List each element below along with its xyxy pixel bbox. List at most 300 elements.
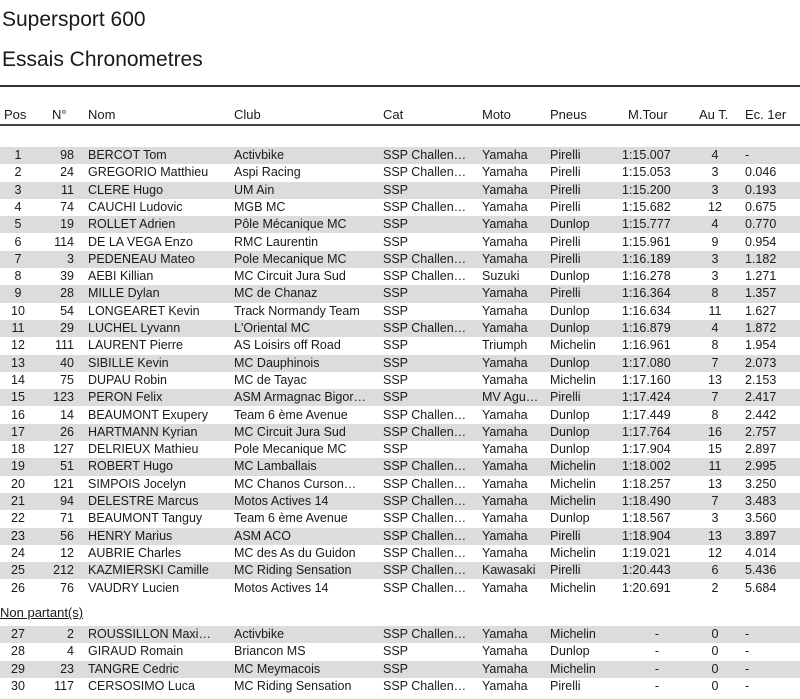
cell-club: MC Lamballais bbox=[234, 459, 317, 474]
cell-pneus: Dunlop bbox=[550, 442, 590, 457]
cell-pos: 18 bbox=[11, 442, 25, 457]
cell-nom: DELRIEUX Mathieu bbox=[88, 442, 199, 457]
cell-num: 54 bbox=[60, 303, 74, 318]
table-row bbox=[0, 476, 800, 493]
cell-tour: 1:15.200 bbox=[622, 182, 671, 197]
cell-pos: 28 bbox=[11, 644, 25, 659]
cell-tour: 1:17.160 bbox=[622, 372, 671, 387]
cell-nom: HARTMANN Kyrian bbox=[88, 424, 198, 439]
table-row bbox=[0, 337, 800, 354]
cell-club: Motos Actives 14 bbox=[234, 580, 329, 595]
cell-num: 40 bbox=[60, 355, 74, 370]
cell-club: UM Ain bbox=[234, 182, 275, 197]
cell-pos: 6 bbox=[14, 234, 22, 249]
cell-aut: 12 bbox=[708, 199, 722, 214]
cell-pos: 23 bbox=[11, 528, 25, 543]
cell-aut: 3 bbox=[711, 269, 719, 284]
cell-club: MC Meymacois bbox=[234, 661, 321, 676]
cell-ec: 5.436 bbox=[745, 563, 777, 578]
cell-cat: SSP Challen… bbox=[383, 494, 467, 508]
cell-pos: 29 bbox=[11, 661, 25, 676]
cell-ec: 1.872 bbox=[745, 321, 777, 335]
cell-ec: 2.153 bbox=[745, 372, 777, 387]
cell-pos: 4 bbox=[14, 199, 22, 214]
cell-aut: 3 bbox=[711, 165, 719, 180]
cell-ec: 1.182 bbox=[745, 251, 777, 266]
cell-pos: 9 bbox=[14, 286, 22, 301]
cell-pneus: Pirelli bbox=[550, 286, 581, 301]
cell-tour: 1:20.443 bbox=[622, 563, 671, 578]
cell-pneus: Dunlop bbox=[550, 303, 590, 318]
cell-moto: Yamaha bbox=[482, 165, 528, 180]
cell-nom: KAZMIERSKI Camille bbox=[88, 563, 209, 578]
table-row bbox=[0, 678, 800, 695]
cell-cat: SSP Challen… bbox=[383, 321, 467, 335]
table-row bbox=[0, 303, 800, 320]
cell-moto: Yamaha bbox=[482, 661, 528, 676]
cell-club: MC Riding Sensation bbox=[234, 563, 352, 578]
cell-cat: SSP bbox=[383, 390, 409, 405]
table-header bbox=[0, 107, 800, 124]
cell-num: 4 bbox=[67, 644, 74, 659]
cell-tour: 1:15.777 bbox=[622, 217, 671, 232]
cell-tour: 1:15.007 bbox=[622, 148, 671, 162]
cell-pneus: Michelin bbox=[550, 372, 596, 387]
table-row bbox=[0, 545, 800, 562]
cell-nom: BEAUMONT Exupery bbox=[88, 407, 208, 422]
cell-club: MGB MC bbox=[234, 199, 286, 214]
cell-pos: 30 bbox=[11, 678, 25, 693]
cell-moto: Yamaha bbox=[482, 528, 528, 543]
cell-tour: - bbox=[654, 627, 660, 641]
cell-num: 26 bbox=[60, 424, 74, 439]
cell-moto: Yamaha bbox=[482, 372, 528, 387]
cell-pos: 19 bbox=[11, 459, 25, 474]
cell-club: Aspi Racing bbox=[234, 165, 301, 180]
cell-num: 111 bbox=[54, 338, 74, 353]
cell-tour: 1:17.424 bbox=[622, 390, 671, 405]
cell-nom: VAUDRY Lucien bbox=[88, 580, 180, 595]
cell-ec: 4.014 bbox=[745, 545, 777, 560]
cell-tour: 1:16.189 bbox=[622, 251, 671, 266]
cell-nom: AUBRIE Charles bbox=[88, 545, 182, 560]
cell-cat: SSP Challen… bbox=[383, 424, 467, 439]
cell-num: 127 bbox=[53, 442, 74, 457]
cell-pneus: Pirelli bbox=[550, 390, 581, 405]
header-divider bbox=[0, 124, 800, 126]
cell-club: RMC Laurentin bbox=[234, 234, 319, 249]
cell-pneus: Dunlop bbox=[550, 644, 590, 659]
cell-pneus: Dunlop bbox=[550, 511, 590, 526]
cell-num: 51 bbox=[60, 459, 74, 474]
cell-pneus: Pirelli bbox=[550, 563, 581, 578]
cell-aut: 8 bbox=[711, 407, 719, 422]
cell-pneus: Pirelli bbox=[550, 182, 581, 197]
cell-moto: Yamaha bbox=[482, 476, 528, 491]
cell-tour: 1:20.691 bbox=[622, 580, 671, 595]
cell-pos: 3 bbox=[14, 182, 22, 197]
cell-pneus: Michelin bbox=[550, 627, 596, 641]
cell-pneus: Dunlop bbox=[550, 355, 590, 370]
cell-tour: 1:17.764 bbox=[622, 424, 671, 439]
table-row bbox=[0, 355, 800, 372]
cell-nom: CAUCHI Ludovic bbox=[88, 199, 183, 214]
cell-num: 3 bbox=[67, 251, 74, 266]
table-row bbox=[0, 528, 800, 545]
col-header-aut: Au T. bbox=[699, 107, 729, 122]
cell-cat: SSP bbox=[383, 661, 409, 676]
cell-pneus: Pirelli bbox=[550, 251, 581, 266]
cell-club: Motos Actives 14 bbox=[234, 494, 329, 508]
cell-tour: 1:15.053 bbox=[622, 165, 671, 180]
cell-nom: PERON Felix bbox=[88, 390, 163, 405]
cell-cat: SSP Challen… bbox=[383, 627, 467, 641]
cell-num: 23 bbox=[60, 661, 74, 676]
cell-moto: Yamaha bbox=[482, 644, 528, 659]
cell-ec: 2.073 bbox=[745, 355, 777, 370]
cell-pos: 22 bbox=[11, 511, 25, 526]
cell-nom: BEAUMONT Tanguy bbox=[88, 511, 203, 526]
cell-pos: 27 bbox=[11, 627, 25, 641]
table-row bbox=[0, 441, 800, 458]
cell-ec: 2.897 bbox=[745, 442, 777, 457]
cell-aut: 13 bbox=[708, 372, 722, 387]
table-row bbox=[0, 199, 800, 216]
cell-cat: SSP Challen… bbox=[383, 269, 467, 284]
cell-moto: Yamaha bbox=[482, 286, 528, 301]
cell-pos: 14 bbox=[11, 372, 25, 387]
cell-aut: 4 bbox=[711, 321, 719, 335]
table-row bbox=[0, 216, 800, 233]
cell-club: MC Dauphinois bbox=[234, 355, 320, 370]
table-row bbox=[0, 458, 800, 475]
cell-moto: Yamaha bbox=[482, 321, 528, 335]
cell-num: 24 bbox=[60, 165, 74, 180]
cell-aut: 3 bbox=[711, 511, 719, 526]
cell-pos: 24 bbox=[11, 545, 25, 560]
cell-pneus: Pirelli bbox=[550, 234, 581, 249]
cell-moto: MV Agu… bbox=[482, 390, 539, 405]
cell-ec: - bbox=[745, 644, 750, 659]
cell-pneus: Pirelli bbox=[550, 148, 581, 162]
cell-pneus: Michelin bbox=[550, 545, 596, 560]
cell-nom: ROBERT Hugo bbox=[88, 459, 173, 474]
cell-aut: 0 bbox=[711, 627, 719, 641]
cell-cat: SSP bbox=[383, 338, 409, 353]
cell-tour: - bbox=[654, 661, 660, 676]
cell-nom: HENRY Marius bbox=[88, 528, 173, 543]
cell-nom: LONGEARET Kevin bbox=[88, 303, 200, 318]
cell-nom: DELESTRE Marcus bbox=[88, 494, 199, 508]
table-row bbox=[0, 493, 800, 510]
cell-club: MC des As du Guidon bbox=[234, 545, 356, 560]
cell-pos: 26 bbox=[11, 580, 25, 595]
cell-moto: Yamaha bbox=[482, 407, 528, 422]
cell-tour: 1:15.961 bbox=[622, 234, 671, 249]
cell-nom: CERSOSIMO Luca bbox=[88, 678, 195, 693]
cell-aut: 12 bbox=[708, 545, 722, 560]
cell-pneus: Pirelli bbox=[550, 165, 581, 180]
cell-club: MC de Chanaz bbox=[234, 286, 318, 301]
cell-ec: - bbox=[745, 661, 750, 676]
cell-moto: Yamaha bbox=[482, 511, 528, 526]
cell-cat: SSP Challen… bbox=[383, 165, 467, 180]
cell-num: 71 bbox=[60, 511, 74, 526]
cell-ec: 2.757 bbox=[745, 424, 777, 439]
cell-cat: SSP bbox=[383, 355, 409, 370]
cell-aut: 7 bbox=[711, 355, 719, 370]
cell-nom: LAURENT Pierre bbox=[88, 338, 183, 353]
cell-moto: Yamaha bbox=[482, 217, 528, 232]
cell-cat: SSP Challen… bbox=[383, 511, 467, 526]
table-row bbox=[0, 147, 800, 164]
col-header-pos: Pos bbox=[4, 107, 27, 122]
cell-num: 2 bbox=[67, 627, 74, 641]
cell-ec: - bbox=[745, 148, 750, 162]
cell-aut: 15 bbox=[708, 442, 722, 457]
table-row bbox=[0, 661, 800, 678]
cell-tour: 1:15.682 bbox=[622, 199, 671, 214]
cell-pos: 25 bbox=[11, 563, 25, 578]
cell-aut: 7 bbox=[711, 390, 719, 405]
cell-aut: 4 bbox=[711, 217, 719, 232]
cell-aut: 3 bbox=[711, 182, 719, 197]
cell-cat: SSP bbox=[383, 182, 409, 197]
cell-tour: 1:17.449 bbox=[622, 407, 671, 422]
cell-moto: Yamaha bbox=[482, 442, 528, 457]
cell-pos: 5 bbox=[14, 217, 22, 232]
cell-ec: 5.684 bbox=[745, 580, 777, 595]
cell-moto: Yamaha bbox=[482, 303, 528, 318]
table-row bbox=[0, 372, 800, 389]
cell-nom: GREGORIO Matthieu bbox=[88, 165, 209, 180]
cell-moto: Yamaha bbox=[482, 355, 528, 370]
cell-aut: 3 bbox=[711, 251, 719, 266]
cell-cat: SSP Challen… bbox=[383, 407, 467, 422]
cell-num: 56 bbox=[60, 528, 74, 543]
cell-club: Pole Mecanique MC bbox=[234, 251, 347, 266]
cell-club: MC Circuit Jura Sud bbox=[234, 269, 346, 284]
cell-pneus: Michelin bbox=[550, 494, 596, 508]
cell-aut: 0 bbox=[711, 661, 719, 676]
cell-moto: Kawasaki bbox=[482, 563, 536, 578]
cell-club: Activbike bbox=[234, 148, 285, 162]
cell-tour: 1:19.021 bbox=[622, 545, 671, 560]
cell-club: MC Riding Sensation bbox=[234, 678, 352, 693]
cell-pos: 11 bbox=[11, 321, 25, 335]
cell-num: 74 bbox=[60, 199, 74, 214]
cell-tour: - bbox=[654, 644, 660, 659]
table-row bbox=[0, 626, 800, 643]
cell-club: AS Loisirs off Road bbox=[234, 338, 341, 353]
cell-cat: SSP bbox=[383, 286, 409, 301]
cell-tour: 1:16.278 bbox=[622, 269, 671, 284]
cell-nom: MILLE Dylan bbox=[88, 286, 160, 301]
cell-moto: Yamaha bbox=[482, 459, 528, 474]
cell-pos: 10 bbox=[11, 303, 25, 318]
cell-num: 19 bbox=[60, 217, 74, 232]
cell-num: 94 bbox=[60, 494, 74, 508]
cell-tour: 1:16.961 bbox=[622, 338, 671, 353]
cell-ec: 2.442 bbox=[745, 407, 777, 422]
cell-moto: Yamaha bbox=[482, 182, 528, 197]
table-row bbox=[0, 164, 800, 181]
col-header-tour: M.Tour bbox=[628, 107, 668, 122]
cell-aut: 6 bbox=[711, 563, 719, 578]
cell-pos: 7 bbox=[14, 251, 22, 266]
cell-aut: 13 bbox=[708, 476, 722, 491]
cell-moto: Yamaha bbox=[482, 580, 528, 595]
cell-cat: SSP bbox=[383, 217, 409, 232]
cell-aut: 0 bbox=[711, 644, 719, 659]
cell-moto: Yamaha bbox=[482, 251, 528, 266]
cell-aut: 11 bbox=[708, 459, 722, 474]
cell-cat: SSP Challen… bbox=[383, 580, 467, 595]
table-row bbox=[0, 234, 800, 251]
cell-club: Team 6 ème Avenue bbox=[234, 407, 348, 422]
cell-club: Track Normandy Team bbox=[234, 303, 360, 318]
cell-aut: 9 bbox=[711, 234, 719, 249]
cell-pos: 12 bbox=[11, 338, 25, 353]
cell-tour: 1:16.634 bbox=[622, 303, 671, 318]
table-row bbox=[0, 643, 800, 660]
cell-club: Activbike bbox=[234, 627, 285, 641]
table-row bbox=[0, 285, 800, 302]
cell-pneus: Michelin bbox=[550, 338, 596, 353]
cell-aut: 8 bbox=[711, 338, 719, 353]
cell-ec: 1.357 bbox=[745, 286, 777, 301]
table-row bbox=[0, 268, 800, 285]
cell-moto: Yamaha bbox=[482, 545, 528, 560]
cell-cat: SSP Challen… bbox=[383, 678, 467, 693]
cell-aut: 8 bbox=[711, 286, 719, 301]
title-divider bbox=[0, 85, 800, 87]
cell-pneus: Dunlop bbox=[550, 424, 590, 439]
cell-num: 121 bbox=[53, 476, 74, 491]
cell-tour: 1:17.904 bbox=[622, 442, 671, 457]
cell-pos: 15 bbox=[11, 390, 25, 405]
cell-ec: 2.417 bbox=[745, 390, 777, 405]
cell-moto: Triumph bbox=[482, 338, 528, 353]
cell-ec: 0.046 bbox=[745, 165, 777, 180]
cell-club: Briancon MS bbox=[234, 644, 306, 659]
cell-num: 117 bbox=[54, 678, 74, 693]
table-row bbox=[0, 251, 800, 268]
cell-pos: 2 bbox=[14, 165, 22, 180]
table-row bbox=[0, 510, 800, 527]
cell-ec: 0.954 bbox=[745, 234, 777, 249]
cell-tour: 1:18.904 bbox=[622, 528, 671, 543]
cell-aut: 16 bbox=[708, 424, 722, 439]
col-header-club: Club bbox=[234, 107, 261, 122]
cell-aut: 13 bbox=[708, 528, 722, 543]
col-header-ec: Ec. 1er bbox=[745, 107, 787, 122]
cell-tour: 1:16.364 bbox=[622, 286, 671, 301]
cell-pneus: Michelin bbox=[550, 459, 596, 474]
cell-ec: 2.995 bbox=[745, 459, 777, 474]
cell-tour: 1:18.257 bbox=[622, 476, 671, 491]
cell-aut: 7 bbox=[711, 494, 719, 508]
cell-pneus: Michelin bbox=[550, 580, 596, 595]
cell-num: 76 bbox=[60, 580, 74, 595]
cell-num: 14 bbox=[60, 407, 74, 422]
cell-cat: SSP bbox=[383, 372, 409, 387]
cell-pneus: Pirelli bbox=[550, 199, 581, 214]
cell-cat: SSP Challen… bbox=[383, 199, 467, 214]
cell-pos: 16 bbox=[11, 407, 25, 422]
cell-club: Pole Mecanique MC bbox=[234, 442, 347, 457]
cell-nom: ROUSSILLON Maxi… bbox=[88, 627, 211, 641]
cell-cat: SSP bbox=[383, 442, 409, 457]
table-row bbox=[0, 562, 800, 579]
cell-ec: 3.560 bbox=[745, 511, 777, 526]
cell-ec: 3.897 bbox=[745, 528, 777, 543]
cell-tour: 1:17.080 bbox=[622, 355, 671, 370]
cell-pos: 8 bbox=[14, 269, 22, 284]
cell-club: MC de Tayac bbox=[234, 372, 307, 387]
cell-num: 29 bbox=[60, 321, 74, 335]
cell-club: L'Oriental MC bbox=[234, 321, 311, 335]
non-partants-label: Non partant(s) bbox=[0, 605, 84, 620]
cell-moto: Yamaha bbox=[482, 678, 528, 693]
cell-nom: LUCHEL Lyvann bbox=[88, 321, 181, 335]
cell-cat: SSP Challen… bbox=[383, 476, 467, 491]
cell-nom: SIMPOIS Jocelyn bbox=[88, 476, 186, 491]
col-header-cat: Cat bbox=[383, 107, 404, 122]
cell-ec: - bbox=[745, 627, 750, 641]
cell-aut: 2 bbox=[711, 580, 719, 595]
cell-pneus: Dunlop bbox=[550, 269, 590, 284]
cell-pneus: Dunlop bbox=[550, 321, 590, 335]
cell-nom: SIBILLE Kevin bbox=[88, 355, 169, 370]
cell-nom: DE LA VEGA Enzo bbox=[88, 234, 193, 249]
cell-pos: 1 bbox=[14, 148, 22, 162]
cell-pos: 20 bbox=[11, 476, 25, 491]
cell-nom: ROLLET Adrien bbox=[88, 217, 176, 232]
cell-ec: 0.193 bbox=[745, 182, 777, 197]
cell-nom: DUPAU Robin bbox=[88, 372, 167, 387]
cell-moto: Suzuki bbox=[482, 269, 520, 284]
cell-cat: SSP bbox=[383, 644, 409, 659]
cell-moto: Yamaha bbox=[482, 199, 528, 214]
cell-club: Team 6 ème Avenue bbox=[234, 511, 348, 526]
cell-nom: CLERE Hugo bbox=[88, 182, 164, 197]
col-header-pneus: Pneus bbox=[550, 107, 587, 122]
page-title: Supersport 600 bbox=[2, 8, 146, 31]
cell-cat: SSP Challen… bbox=[383, 251, 467, 266]
cell-num: 123 bbox=[53, 390, 74, 405]
cell-nom: GIRAUD Romain bbox=[88, 644, 184, 659]
cell-club: ASM Armagnac Bigor… bbox=[234, 390, 366, 405]
cell-cat: SSP Challen… bbox=[383, 563, 467, 578]
cell-pneus: Dunlop bbox=[550, 407, 590, 422]
cell-cat: SSP Challen… bbox=[383, 528, 467, 543]
page-subtitle: Essais Chronometres bbox=[2, 48, 203, 71]
table-row bbox=[0, 407, 800, 424]
cell-pos: 13 bbox=[11, 355, 25, 370]
cell-nom: AEBI Killian bbox=[88, 269, 154, 284]
table-row bbox=[0, 424, 800, 441]
cell-pos: 17 bbox=[11, 424, 25, 439]
cell-aut: 0 bbox=[711, 678, 719, 693]
table-row bbox=[0, 580, 800, 597]
cell-pneus: Dunlop bbox=[550, 217, 590, 232]
col-header-num: N° bbox=[52, 107, 67, 122]
cell-num: 28 bbox=[60, 286, 74, 301]
table-row bbox=[0, 182, 800, 199]
cell-ec: - bbox=[745, 678, 750, 693]
cell-tour: 1:18.002 bbox=[622, 459, 671, 474]
